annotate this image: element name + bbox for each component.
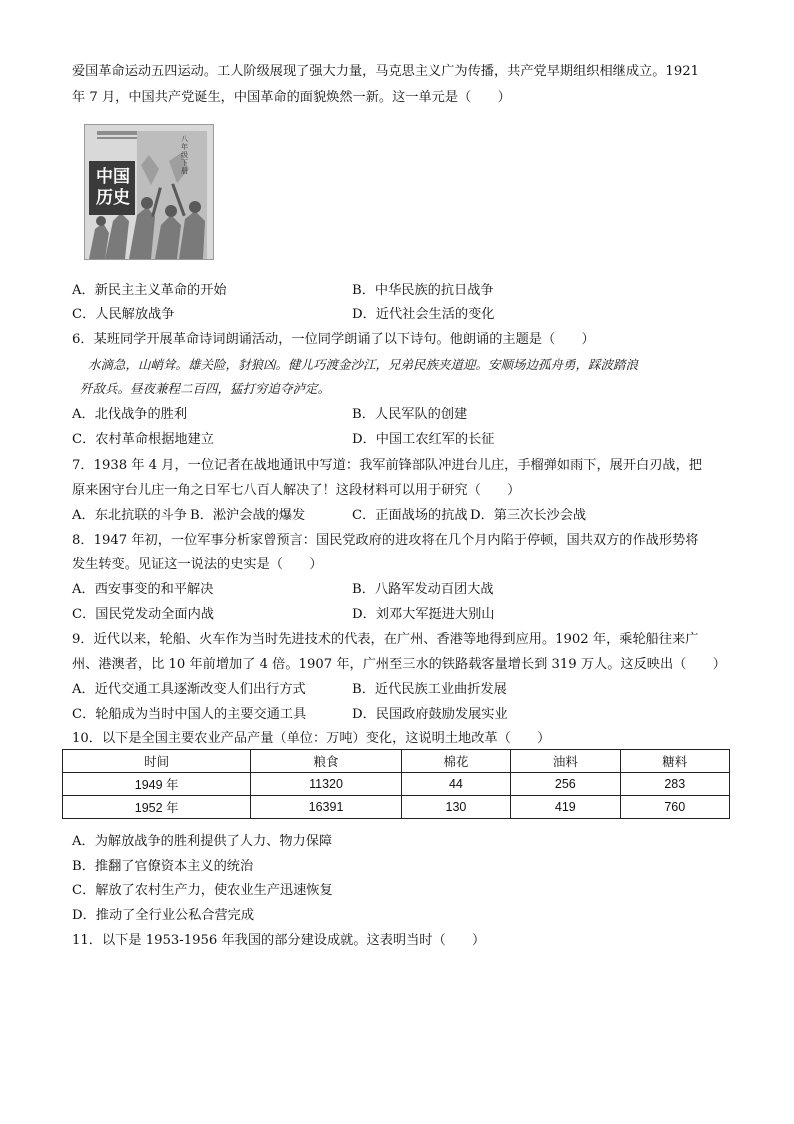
textbook-title: 中国历史 — [96, 167, 130, 208]
table-cell: 130 — [401, 796, 510, 819]
q10-option-d: D．推动了全行业公私合营完成 — [72, 908, 255, 923]
table-header-cell: 粮食 — [251, 750, 401, 773]
textbook-cover-image — [84, 124, 214, 260]
q9-option-a: A．近代交通工具逐渐改变人们出行方式 — [72, 682, 306, 697]
q10-stem: 10．以下是全国主要农业产品产量（单位：万吨）变化，这说明土地改革（ ） — [72, 731, 551, 746]
q8-option-d: D．刘邓大军挺进大别山 — [352, 607, 495, 622]
q6-option-b: B．人民军队的创建 — [352, 407, 468, 422]
table-cell: 256 — [511, 773, 620, 796]
q7-stem-line2: 原来困守台儿庄一角之日军七八百人解决了！这段材料可以用于研究（ ） — [72, 483, 521, 498]
table-cell: 16391 — [251, 796, 401, 819]
agriculture-output-table — [62, 749, 730, 819]
q6-option-d: D．中国工农红军的长征 — [352, 432, 495, 447]
q9-stem-line1: 9．近代以来，轮船、火车作为当时先进技术的代表，在广州、香港等地得到应用。1902 年，乘轮船往来广 — [72, 632, 699, 647]
q10-option-c: C．解放了农村生产力，使农业生产迅速恢复 — [72, 883, 333, 898]
q5-option-c: C．人民解放战争 — [72, 307, 175, 322]
q7-option-c: C．正面战场的抗战 — [352, 508, 468, 523]
table-cell: 44 — [401, 773, 510, 796]
q9-option-c: C．轮船成为当时中国人的主要交通工具 — [72, 707, 307, 722]
q6-stem: 6．某班同学开展革命诗词朗诵活动，一位同学朗诵了以下诗句。他朗诵的主题是（ ） — [72, 332, 595, 347]
q7-stem-line1: 7．1938 年 4 月，一位记者在战地通讯中写道：我军前锋部队冲进台儿庄，手榴弹如雨下，展开白刃战，把 — [72, 458, 702, 473]
q8-option-b: B．八路军发动百团大战 — [352, 582, 494, 597]
table-header-cell: 糖料 — [620, 750, 729, 773]
q6-option-c: C．农村革命根据地建立 — [72, 432, 214, 447]
q11-stem: 11．以下是 1953-1956 年我国的部分建设成就。这表明当时（ ） — [72, 933, 486, 948]
q6-poem-line1: 水滴急，山峭耸。雄关险，豺狼凶。健儿巧渡金沙江，兄弟民族夹道迎。安顺场边孤舟勇，踩波踏浪 — [88, 357, 639, 372]
table-header-cell: 时间 — [63, 750, 251, 773]
q6-poem-line2: 歼敌兵。昼夜兼程二百四，猛打穷追夺泸定。 — [80, 381, 331, 396]
q9-option-d: D．民国政府鼓励发展实业 — [352, 707, 508, 722]
q5-option-b: B．中华民族的抗日战争 — [352, 283, 494, 298]
q8-option-a: A．西安事变的和平解决 — [72, 582, 214, 597]
q8-option-c: C．国民党发动全面内战 — [72, 607, 214, 622]
q10-option-a: A．为解放战争的胜利提供了人力、物力保障 — [72, 834, 333, 849]
table-cell: 419 — [511, 796, 620, 819]
table-header-row — [63, 750, 730, 773]
table-cell: 760 — [620, 796, 729, 819]
table-header-cell: 油料 — [511, 750, 620, 773]
q7-option-b: B．淞沪会战的爆发 — [190, 508, 306, 523]
q5-stem-line1: 爱国革命运动五四运动。工人阶级展现了强大力量，马克思主义广为传播，共产党早期组织相继成立。1921 — [72, 64, 699, 79]
table-header-cell: 棉花 — [401, 750, 510, 773]
q6-option-a: A．北伐战争的胜利 — [72, 407, 188, 422]
table-cell: 1952 年 — [63, 796, 251, 819]
table-cell: 11320 — [251, 773, 401, 796]
table-row — [63, 773, 730, 796]
q7-option-d: D．第三次长沙会战 — [470, 508, 587, 523]
q8-stem-line2: 发生转变。见证这一说法的史实是（ ） — [72, 557, 323, 572]
q9-option-b: B．近代民族工业曲折发展 — [352, 682, 507, 697]
q7-option-a: A．东北抗联的斗争 — [72, 508, 188, 523]
q10-option-b: B．推翻了官僚资本主义的统治 — [72, 859, 254, 874]
textbook-subtitle: 八年级 下册 — [181, 135, 188, 175]
q5-option-d: D．近代社会生活的变化 — [352, 307, 495, 322]
table-cell: 283 — [620, 773, 729, 796]
table-cell: 1949 年 — [63, 773, 251, 796]
q5-option-a: A．新民主主义革命的开始 — [72, 283, 227, 298]
q8-stem-line1: 8．1947 年初，一位军事分析家曾预言：国民党政府的进攻将在几个月内陷于停顿，国共双方的作战形势将 — [72, 533, 699, 548]
q9-stem-line2: 州、港澳者，比 10 年前增加了 4 倍。1907 年，广州至三水的铁路载客量增长到 319 万人。这反映出（ ） — [72, 657, 726, 672]
table-row — [63, 796, 730, 819]
q5-stem-line2: 年 7 月，中国共产党诞生，中国革命的面貌焕然一新。这一单元是（ ） — [72, 90, 511, 105]
